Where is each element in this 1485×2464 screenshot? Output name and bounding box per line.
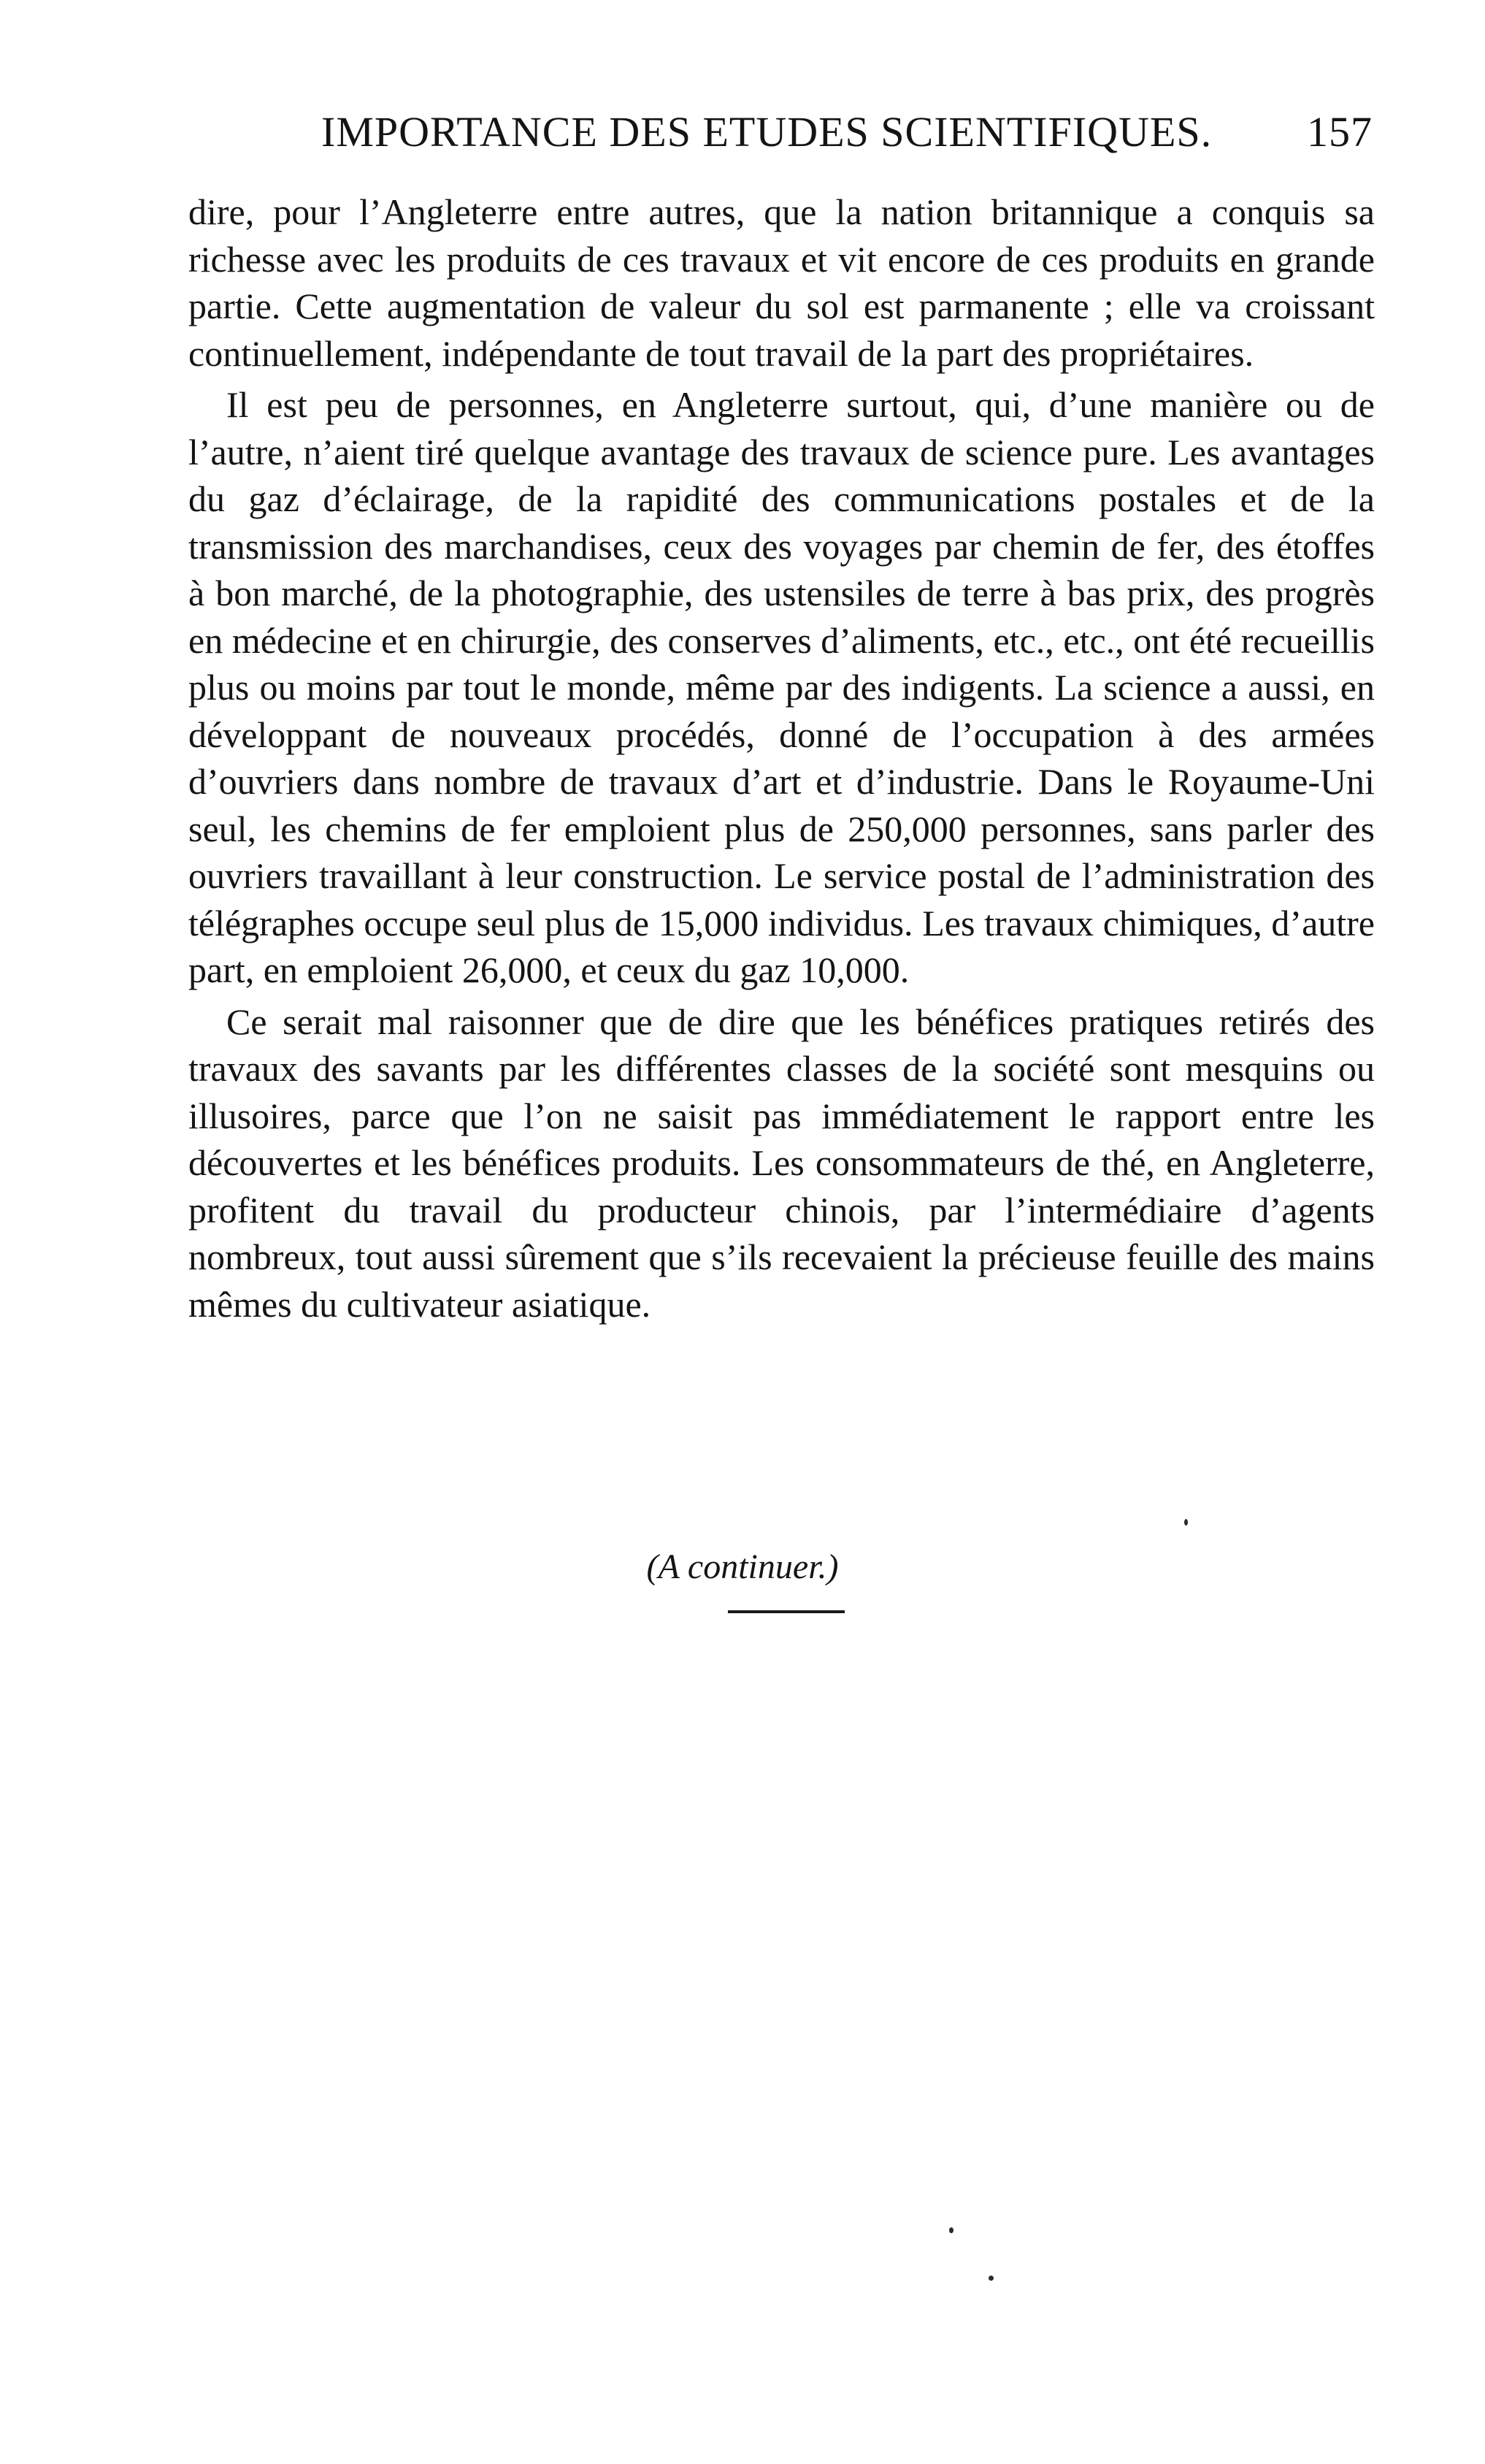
paragraph-continued: dire, pour l’Angleterre entre autres, que la nation britannique a conquis sa richesse avec les produits de ces travaux et vit encore de ces produits en grande partie. Cette augmentation de valeur du sol est parmanente ; elle va croissant continuellement, indépendante de tout travail de la part des propriétaires. xyxy=(188,191,1375,374)
ink-speck xyxy=(1184,1519,1188,1526)
paragraph: Ce serait mal raisonner que de dire que les bénéfices pratiques retirés des travaux des savants par les différentes classes de la société sont mesquins ou illusoires, parce que l’on ne saisit pas immédiatement le rapport entre les découvertes et les bénéfices produits. Les consommateurs de thé, en Angleterre, profitent du travail du producteur chinois, par l’intermédiaire d’agents nombreux, tout aussi sûrement que s’ils recevaient la précieuse feuille des mains mêmes du cultivateur asiatique. xyxy=(188,1000,1375,1325)
continuation-note: (A continuer.) xyxy=(646,1547,839,1586)
running-title: IMPORTANCE DES ETUDES SCIENTIFIQUES. xyxy=(321,108,1213,156)
body-text xyxy=(188,188,1375,1332)
end-rule xyxy=(728,1610,845,1613)
ink-speck xyxy=(949,2227,953,2233)
ink-speck xyxy=(989,2276,994,2281)
page-number: 157 xyxy=(1307,108,1373,156)
paragraph: Il est peu de personnes, en Angleterre surtout, qui, d’une manière ou de l’autre, n’aient tiré quelque avantage des travaux de science pure. Les avantages du gaz d’éclairage, de la rapidité des communications postales et de la transmission des marchandises, ceux des voyages par chemin de fer, des étoffes à bon marché, de la photographie, des ustensiles de terre à bas prix, des progrès en médecine et en chirurgie, des conserves d’aliments, etc., etc., ont été recueillis plus ou moins par tout le monde, même par des indigents. La science a aussi, en développant de nouveaux procédés, donné de l’occupation à des armées d’ouvriers dans nombre de travaux d’art et d’industrie. Dans le Royaume-Uni seul, les chemins de fer emploient plus de 250,000 personnes, sans parler des ouvriers travaillant à leur construction. Le service postal de l’administration des télégraphes occupe seul plus de 15,000 individus. Les travaux chimiques, d’autre part, en emploient 26,000, et ceux du gaz 10,000. xyxy=(188,384,1375,990)
